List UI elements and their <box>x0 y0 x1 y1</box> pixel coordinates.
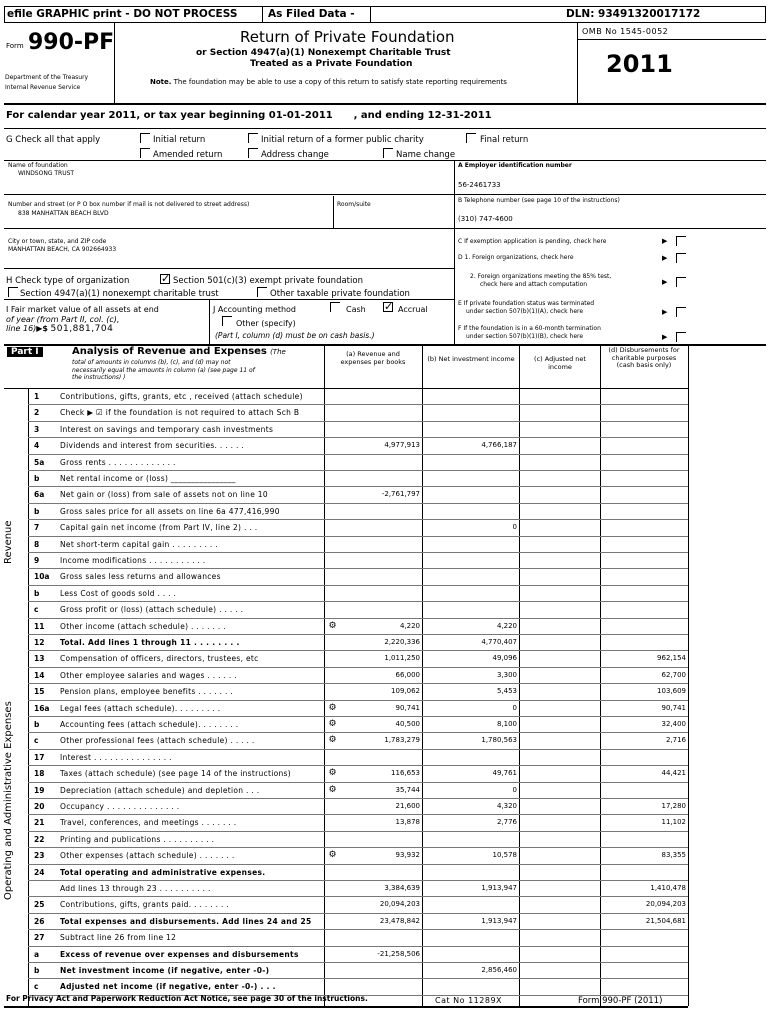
header-divider <box>577 23 578 103</box>
cell-col-b: 4,770,407 <box>481 638 517 646</box>
line-number: 2 <box>34 408 40 418</box>
cell-col-d: 962,154 <box>657 654 686 663</box>
cell-col-b: 5,453 <box>496 687 517 696</box>
catalog-number: Cat No 11289X <box>435 996 503 1005</box>
fmv-divider <box>209 299 210 345</box>
cell-col-d: 62,700 <box>661 670 686 679</box>
line-number: 16a <box>34 703 50 713</box>
cell-col-a: 109,062 <box>391 687 420 696</box>
attachment-icon[interactable]: ⚙ <box>328 702 337 713</box>
row-rule <box>28 634 688 635</box>
line-number: b <box>34 474 40 483</box>
line-label: Net investment income (if negative, enter -0-) <box>60 966 270 975</box>
cell-col-a: 4,220 <box>399 621 420 630</box>
section-4947-checkbox[interactable] <box>8 287 18 297</box>
section-4947-label: Section 4947(a)(1) nonexempt charitable trust <box>20 289 219 299</box>
line-number: 10a <box>34 572 50 582</box>
part1-tag: Part I <box>7 347 43 357</box>
line-label: Gross rents . . . . . . . . . . . . . <box>60 457 176 467</box>
line-label: Other employee salaries and wages . . . . . . <box>60 670 237 680</box>
row-rule <box>28 946 688 947</box>
info-rule <box>4 194 766 195</box>
cell-col-d: 1,410,478 <box>650 884 686 892</box>
line-number: 8 <box>34 539 40 549</box>
line-label: Income modifications . . . . . . . . . . . <box>60 556 206 565</box>
arrow-icon: ▶ <box>662 308 668 316</box>
final-return-label: Final return <box>480 135 529 145</box>
f-termination-label: F If the foundation is in a 60-month termination <box>458 325 601 332</box>
line-number: c <box>34 605 39 615</box>
e-terminated-label: E If private foundation status was terminated <box>458 300 595 307</box>
cell-col-b: 0 <box>512 785 517 794</box>
row-rule <box>28 978 688 979</box>
row-rule <box>28 847 688 848</box>
line-label: Gross profit or (loss) (attach schedule) . . . . . <box>60 605 244 615</box>
accrual-checkbox[interactable] <box>383 302 393 312</box>
row-rule <box>28 864 688 865</box>
efile-label: efile GRAPHIC print - DO NOT PROCESS <box>7 8 238 20</box>
cell-col-a: 116,653 <box>391 769 420 778</box>
line-number: b <box>34 720 40 729</box>
row-rule <box>28 782 688 783</box>
banner-divider <box>370 6 371 23</box>
cash-label: Cash <box>346 305 366 314</box>
banner-divider <box>262 6 263 23</box>
street-label: Number and street (or P O box number if mail is not delivered to street address) <box>8 201 250 208</box>
row-rule <box>28 437 688 438</box>
e-terminated-checkbox[interactable] <box>676 307 686 317</box>
line-label: Interest . . . . . . . . . . . . . . . <box>60 752 172 762</box>
city-label: City or town, state, and ZIP code <box>8 238 107 245</box>
line-label: Add lines 13 through 23 . . . . . . . . . . <box>60 884 211 893</box>
line-label: Subtract line 26 from line 12 <box>60 933 177 943</box>
line-label: Contributions, gifts, grants, etc , received (attach schedule) <box>60 392 303 401</box>
note-body: The foundation may be able to use a copy of this return to satisfy state reporting requirements <box>173 78 507 86</box>
line-number: 18 <box>34 769 45 779</box>
accrual-label: Accrual <box>398 305 428 314</box>
cell-col-d: 44,421 <box>661 769 686 778</box>
part1-title: Analysis of Revenue and Expenses <box>72 346 267 357</box>
header-bottom-rule <box>4 103 766 105</box>
fmv-arrow: ▶$ <box>36 324 48 333</box>
info-rule <box>4 268 454 269</box>
phone-value: (310) 747-4600 <box>458 215 513 223</box>
line-number: 14 <box>34 670 45 680</box>
line-number: 9 <box>34 556 40 565</box>
line-label: Total. Add lines 1 through 11 . . . . . . . . <box>60 638 240 647</box>
row-rule <box>28 765 688 766</box>
fmv-label-3: line 16) <box>6 324 37 333</box>
line-number: b <box>34 588 40 598</box>
line-label: Travel, conferences, and meetings . . . . . . . <box>60 818 237 828</box>
row-rule <box>28 470 688 471</box>
h-type-label: H Check type of organization <box>6 276 130 286</box>
line-number: 20 <box>34 802 45 811</box>
row-rule <box>28 683 688 684</box>
col-a-header: (a) Revenue and expenses per books <box>340 350 406 366</box>
line-number: 22 <box>34 834 45 844</box>
line-label: Check ▶ ☑ if the foundation is not required to attach Sch B <box>60 408 300 418</box>
c-exemption-checkbox[interactable] <box>676 236 686 246</box>
row-rule <box>28 700 688 701</box>
name-change-checkbox[interactable] <box>383 148 393 158</box>
cell-col-d: 2,716 <box>665 736 686 745</box>
d2-foreign-label: 2. Foreign organizations meeting the 85% test, <box>470 273 612 280</box>
col-b-left-rule <box>422 344 423 1006</box>
row-rule <box>28 519 688 520</box>
phone-label: B Telephone number (see page 10 of the instructions) <box>458 197 620 204</box>
as-filed-label: As Filed Data - <box>268 8 355 20</box>
section-501c3-label: Section 501(c)(3) exempt private foundation <box>173 276 363 286</box>
cell-col-a: 1,783,279 <box>384 736 420 745</box>
line-number: 15 <box>34 687 45 697</box>
line-label: Legal fees (attach schedule). . . . . . . . . <box>60 703 221 713</box>
cell-col-a: 66,000 <box>395 670 420 679</box>
line-number: 1 <box>34 392 40 401</box>
attachment-icon[interactable]: ⚙ <box>328 735 337 746</box>
row-rule <box>28 831 688 832</box>
line-number: 21 <box>34 818 45 828</box>
line-number: 12 <box>34 638 45 647</box>
cell-col-a: 40,500 <box>395 720 420 728</box>
line-number: 17 <box>34 752 45 762</box>
dept-treasury: Department of the Treasury <box>5 74 89 81</box>
cell-col-a: -21,258,506 <box>377 949 420 958</box>
form-name: 990-PF <box>28 30 115 55</box>
line-label: Compensation of officers, directors, trustees, etc <box>60 654 259 664</box>
row-rule <box>28 929 688 930</box>
line-label: Net gain or (loss) from sale of assets not on line 10 <box>60 490 268 500</box>
line-label: Less Cost of goods sold . . . . <box>60 588 177 598</box>
cell-col-a: 90,741 <box>395 703 420 712</box>
expenses-side-label-text: Operating and Administrative Expenses <box>3 701 14 900</box>
dln-label: DLN: 93491320017172 <box>566 8 701 20</box>
part1-desc-1: total of amounts in columns (b), (c), and (d) may not <box>72 359 231 366</box>
line-label: Depreciation (attach schedule) and depletion . . . <box>60 785 260 795</box>
row-rule <box>28 536 688 537</box>
f-termination-label-2: under section 507(b)(1)(B), check here <box>466 333 584 340</box>
cell-col-b: 49,096 <box>492 654 517 663</box>
initial-return-checkbox[interactable] <box>140 133 150 143</box>
row-rule <box>28 568 688 569</box>
cell-col-a: 1,011,250 <box>384 654 420 663</box>
row-rule <box>28 585 688 586</box>
ein-label: A Employer identification number <box>458 162 572 169</box>
cell-col-b: 4,320 <box>496 802 517 810</box>
cell-col-a: 93,932 <box>395 851 420 860</box>
room-divider <box>333 196 334 228</box>
line-number: 7 <box>34 523 40 533</box>
line-label: Dividends and interest from securities. . . . . . <box>60 441 245 451</box>
row-rule <box>28 732 688 733</box>
info-rule <box>4 160 766 161</box>
city-value: MANHATTAN BEACH, CA 902664933 <box>8 246 117 253</box>
attachment-icon[interactable]: ⚙ <box>328 850 337 861</box>
row-rule <box>28 716 688 717</box>
d1-foreign-label: D 1. Foreign organizations, check here <box>458 254 574 261</box>
attachment-icon[interactable]: ⚙ <box>328 620 337 631</box>
f-termination-checkbox[interactable] <box>676 332 686 342</box>
line-number: 3 <box>34 424 40 434</box>
line-number: 5a <box>34 457 45 467</box>
note-text <box>150 78 507 86</box>
line-number: 23 <box>34 851 45 861</box>
privacy-notice: For Privacy Act and Paperwork Reduction Act Notice, see page 30 of the instructions. <box>6 994 368 1003</box>
line-label: Capital gain net income (from Part IV, line 2) . . . <box>60 523 258 533</box>
cell-col-b: 4,766,187 <box>481 441 517 450</box>
header-divider <box>114 23 115 103</box>
cell-col-a: 20,094,203 <box>379 900 420 909</box>
line-label: Gross sales less returns and allowances <box>60 572 221 582</box>
cell-col-a: 23,478,842 <box>379 916 420 925</box>
line-number: 26 <box>34 916 45 926</box>
other-taxable-checkbox[interactable] <box>257 287 267 297</box>
cell-col-b: 8,100 <box>496 720 517 728</box>
line-number: 27 <box>34 933 45 943</box>
cell-col-a: 21,600 <box>395 802 420 810</box>
address-change-checkbox[interactable] <box>248 148 258 158</box>
name-change-label: Name change <box>396 150 456 160</box>
cell-col-d: 90,741 <box>661 703 686 712</box>
col-c-header: (c) Adjusted net income <box>534 355 586 371</box>
row-rule <box>28 667 688 668</box>
cell-col-b: 1,780,563 <box>481 736 517 745</box>
line-number: 11 <box>34 621 45 631</box>
footer-form-name: Form 990-PF (2011) <box>578 996 663 1006</box>
ein-value: 56-2461733 <box>458 181 501 189</box>
cell-col-b: 2,856,460 <box>481 966 517 974</box>
cell-col-d: 32,400 <box>661 720 686 728</box>
line-number: 25 <box>34 900 45 910</box>
initial-former-checkbox[interactable] <box>248 133 258 143</box>
col-d-left-rule <box>600 344 601 1006</box>
g-check-label: G Check all that apply <box>6 135 101 145</box>
street-value: 838 MANHATTAN BEACH BLVD <box>18 210 109 217</box>
row-rule <box>28 404 688 405</box>
calendar-rule <box>4 128 766 129</box>
dept-irs: Internal Revenue Service <box>5 84 81 91</box>
row-rule <box>28 552 688 553</box>
address-change-label: Address change <box>261 150 329 160</box>
col-a-left-rule <box>324 344 325 1006</box>
row-rule <box>28 749 688 750</box>
foundation-name-label: Name of foundation <box>8 162 68 169</box>
cell-col-b: 0 <box>512 703 517 712</box>
form-prefix: Form <box>6 42 24 50</box>
col-c-left-rule <box>519 344 520 1006</box>
e-terminated-label-2: under section 507(b)(1)(A), check here <box>466 308 584 315</box>
attachment-icon[interactable]: ⚙ <box>328 719 337 729</box>
line-label: Gross sales price for all assets on line 6a 477,416,990 <box>60 506 280 516</box>
accounting-method-label: J Accounting method <box>213 305 297 314</box>
d1-foreign-checkbox[interactable] <box>676 253 686 263</box>
cell-col-d: 83,355 <box>661 851 686 860</box>
fmv-label-2: of year (from Part II, col. (c), <box>6 314 120 324</box>
part1-header-rule <box>4 388 688 389</box>
final-return-checkbox[interactable] <box>466 133 476 143</box>
attachment-icon[interactable]: ⚙ <box>328 768 337 779</box>
line-number: 19 <box>34 785 45 795</box>
line-label: Adjusted net income (if negative, enter -0-) . . . <box>60 982 276 992</box>
line-label: Other expenses (attach schedule) . . . . . . . <box>60 851 235 861</box>
line-label: Pension plans, employee benefits . . . . . . . <box>60 687 234 697</box>
amended-return-checkbox[interactable] <box>140 148 150 158</box>
d2-foreign-label-2: check here and attach computation <box>480 281 588 288</box>
cell-col-a: 3,384,639 <box>384 884 420 892</box>
other-method-label: Other (specify) <box>236 319 296 328</box>
form-subtitle-2: Treated as a Private Foundation <box>250 59 413 69</box>
revenue-side-label-text: Revenue <box>3 520 14 564</box>
part1-title-note: (The <box>270 348 286 356</box>
cash-basis-note: (Part I, column (d) must be on cash basis.) <box>215 331 375 340</box>
part1-title-line <box>72 346 286 357</box>
arrow-icon: ▶ <box>662 254 668 262</box>
line-number: 13 <box>34 654 45 664</box>
footer-rule <box>4 1006 688 1008</box>
cell-col-b: 3,300 <box>496 670 517 679</box>
info-divider <box>454 160 455 345</box>
info-rule <box>4 228 766 229</box>
cell-col-d: 17,280 <box>661 802 686 810</box>
line-label: Taxes (attach schedule) (see page 14 of the instructions) <box>60 769 291 779</box>
arrow-icon: ▶ <box>662 237 668 245</box>
line-number: c <box>34 736 39 746</box>
cell-col-d: 11,102 <box>661 818 686 827</box>
line-number: 4 <box>34 441 40 451</box>
row-rule <box>28 601 688 602</box>
arrow-icon: ▶ <box>662 278 668 286</box>
col-b-header: (b) Net investment income <box>427 355 515 363</box>
foundation-name: WINDSONG TRUST <box>18 170 75 177</box>
cell-col-b: 1,913,947 <box>481 916 517 925</box>
part1-desc-2: necessarily equal the amounts in column (a) (see page 11 of <box>72 366 255 374</box>
line-label: Other income (attach schedule) . . . . . . . <box>60 621 226 631</box>
cell-col-a: 4,977,913 <box>384 441 420 450</box>
line-label: Interest on savings and temporary cash investments <box>60 424 274 434</box>
line-label: Net short-term capital gain . . . . . . . . . <box>60 539 218 549</box>
revenue-side-label <box>3 462 14 564</box>
form-subtitle-1: or Section 4947(a)(1) Nonexempt Charitable Trust <box>196 48 451 58</box>
col-d-header: (d) Disbursements for charitable purposes (cash basis only) <box>608 346 680 369</box>
cell-col-b: 10,578 <box>492 851 517 860</box>
line-label: Other professional fees (attach schedule) . . . . . <box>60 736 255 746</box>
cell-col-b: 49,761 <box>492 769 517 778</box>
amended-return-label: Amended return <box>153 150 223 160</box>
line-number: a <box>34 949 40 959</box>
cell-col-b: 4,220 <box>496 621 517 630</box>
line-number: b <box>34 506 40 516</box>
cell-col-b: 2,776 <box>496 818 517 827</box>
line-label: Contributions, gifts, grants paid. . . . . . . . <box>60 900 229 910</box>
line-number: c <box>34 982 39 992</box>
line-number: 24 <box>34 867 45 877</box>
tax-year: 2011 <box>606 50 673 78</box>
line-label: Printing and publications . . . . . . . . . . <box>60 834 215 844</box>
row-rule <box>28 650 688 651</box>
d2-foreign-checkbox[interactable] <box>676 277 686 287</box>
cell-col-d: 21,504,681 <box>645 916 686 925</box>
cell-col-a: 13,878 <box>395 818 420 827</box>
form-title: Return of Private Foundation <box>240 28 455 46</box>
line-number: b <box>34 966 40 975</box>
attachment-icon[interactable]: ⚙ <box>328 784 337 795</box>
cell-col-d: 103,609 <box>657 687 686 696</box>
row-rule <box>28 454 688 455</box>
line-label: Total expenses and disbursements. Add lines 24 and 25 <box>60 916 312 926</box>
part1-desc-3: the instructions) ) <box>72 374 126 381</box>
line-label: Total operating and administrative expenses. <box>60 867 266 877</box>
room-label: Room/suite <box>337 201 371 208</box>
row-rule <box>28 896 688 897</box>
cell-col-b: 0 <box>512 523 517 532</box>
line-number: 6a <box>34 490 45 500</box>
row-rule <box>28 814 688 815</box>
line-label: Net rental income or (loss) ________________ <box>60 474 236 483</box>
fmv-value: 501,881,704 <box>50 324 114 334</box>
section-501c3-checkbox[interactable] <box>160 274 170 284</box>
c-exemption-label: C If exemption application is pending, check here <box>458 238 607 245</box>
col-d-right-rule <box>688 344 689 1006</box>
line-label: Accounting fees (attach schedule). . . . . . . . <box>60 720 239 729</box>
line-label: Occupancy . . . . . . . . . . . . . . <box>60 802 180 811</box>
calendar-year-line: For calendar year 2011, or tax year beginning 01-01-2011 , and ending 12-31-2011 <box>6 110 492 121</box>
expenses-side-label <box>3 701 14 900</box>
cell-col-a: 2,220,336 <box>384 638 420 646</box>
initial-return-label: Initial return <box>153 135 206 145</box>
row-rule <box>28 421 688 422</box>
arrow-icon: ▶ <box>662 333 668 341</box>
cell-col-a: 35,744 <box>395 785 420 794</box>
cell-col-a: -2,761,797 <box>381 490 420 499</box>
line-label: Excess of revenue over expenses and disbursements <box>60 949 299 959</box>
row-rule <box>28 913 688 914</box>
other-taxable-label: Other taxable private foundation <box>270 289 410 299</box>
row-rule <box>28 503 688 504</box>
row-rule <box>28 798 688 799</box>
cell-col-d: 20,094,203 <box>645 900 686 909</box>
other-method-checkbox[interactable] <box>222 316 232 326</box>
row-rule <box>28 962 688 963</box>
note-label: Note. <box>150 78 172 86</box>
row-rule <box>28 486 688 487</box>
fmv-label-1: I Fair market value of all assets at end <box>6 305 159 314</box>
row-rule <box>28 880 688 881</box>
cell-col-b: 1,913,947 <box>481 884 517 892</box>
part1-desc <box>72 359 255 382</box>
omb-number: OMB No 1545-0052 <box>582 27 669 36</box>
initial-former-label: Initial return of a former public charity <box>261 135 424 145</box>
fmv-block <box>6 305 159 335</box>
row-rule <box>28 618 688 619</box>
omb-divider <box>577 39 766 40</box>
cash-checkbox[interactable] <box>330 302 340 312</box>
